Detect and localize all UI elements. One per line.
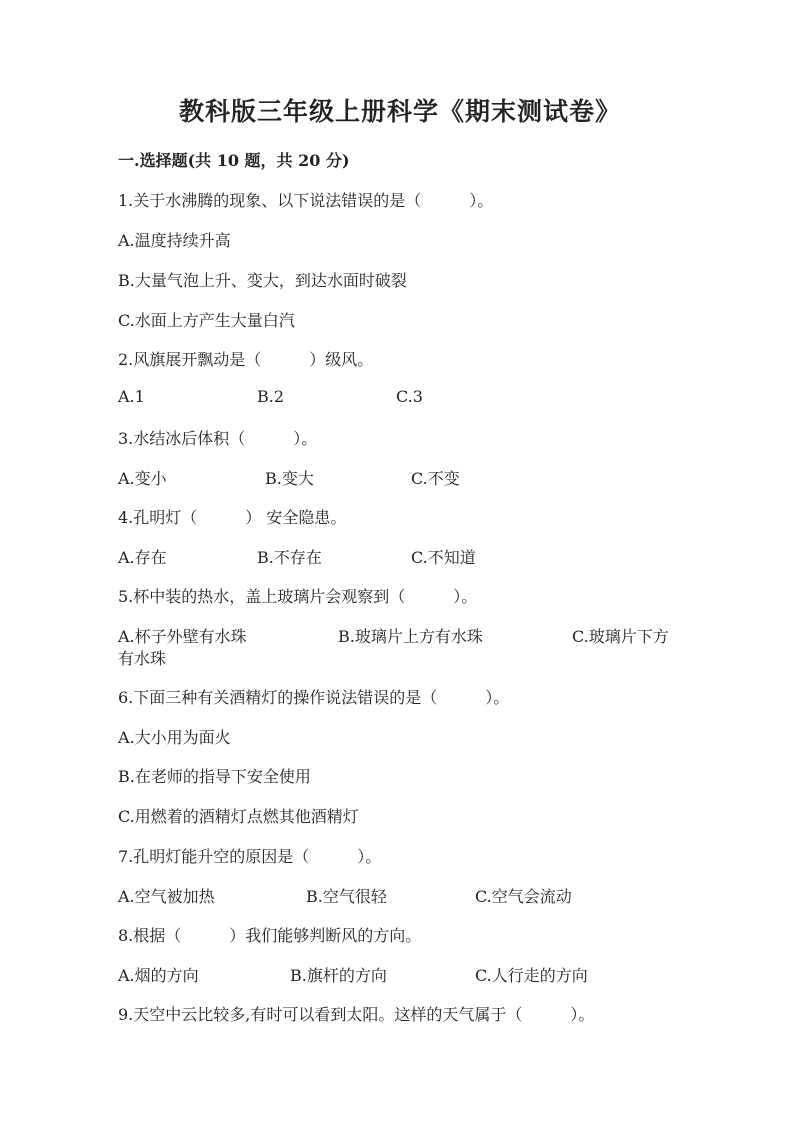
question-6: 6.下面三种有关酒精灯的操作说法错误的是（ ）。 bbox=[118, 688, 510, 707]
q7-option-c: C.空气会流动 bbox=[475, 887, 572, 906]
q3-option-c: C.不变 bbox=[411, 469, 460, 488]
q8-option-a: A.烟的方向 bbox=[118, 966, 199, 985]
question-3: 3.水结冰后体积（ ）。 bbox=[118, 429, 318, 448]
q6-option-a: A.大小用为面火 bbox=[118, 728, 231, 747]
q7-option-b: B.空气很轻 bbox=[306, 887, 387, 906]
question-5: 5.杯中装的热水，盖上玻璃片会观察到（ ）。 bbox=[118, 587, 478, 606]
question-2: 2.风旗展开飘动是（ ）级风。 bbox=[118, 350, 374, 369]
q4-option-b: B.不存在 bbox=[257, 548, 322, 567]
q2-option-a: A.1 bbox=[118, 387, 145, 406]
q5-option-c-continued: 有水珠 bbox=[118, 649, 167, 668]
q5-option-b: B.玻璃片上方有水珠 bbox=[338, 627, 483, 646]
q5-option-c: C.玻璃片下方 bbox=[572, 627, 669, 646]
q4-option-a: A.存在 bbox=[118, 548, 167, 567]
q7-option-a: A.空气被加热 bbox=[118, 887, 215, 906]
q1-option-c: C.水面上方产生大量白汽 bbox=[118, 311, 295, 330]
q5-option-a: A.杯子外壁有水珠 bbox=[118, 627, 247, 646]
page-title: 教科版三年级上册科学《期末测试卷》 bbox=[178, 97, 621, 126]
q3-option-b: B.变大 bbox=[265, 469, 314, 488]
q8-option-b: B.旗杆的方向 bbox=[290, 966, 387, 985]
q6-option-b: B.在老师的指导下安全使用 bbox=[118, 767, 311, 786]
q1-option-b: B.大量气泡上升、变大，到达水面时破裂 bbox=[118, 271, 407, 290]
q8-option-c: C.人行走的方向 bbox=[475, 966, 588, 985]
question-4: 4.孔明灯（ ） 安全隐患。 bbox=[118, 508, 347, 527]
question-8: 8.根据（ ）我们能够判断风的方向。 bbox=[118, 926, 422, 945]
q3-option-a: A.变小 bbox=[118, 469, 167, 488]
question-7: 7.孔明灯能升空的原因是（ ）。 bbox=[118, 847, 382, 866]
q1-option-a: A.温度持续升高 bbox=[118, 231, 231, 250]
q6-option-c: C.用燃着的酒精灯点燃其他酒精灯 bbox=[118, 807, 359, 826]
q4-option-c: C.不知道 bbox=[411, 548, 476, 567]
question-1: 1.关于水沸腾的现象、以下说法错误的是（ ）。 bbox=[118, 191, 494, 210]
section-heading: 一.选择题(共 10 题，共 20 分) bbox=[118, 151, 350, 170]
q2-option-b: B.2 bbox=[257, 387, 285, 406]
q2-option-c: C.3 bbox=[396, 387, 423, 406]
question-9: 9.天空中云比较多,有时可以看到太阳。这样的天气属于（ ）。 bbox=[118, 1005, 595, 1024]
